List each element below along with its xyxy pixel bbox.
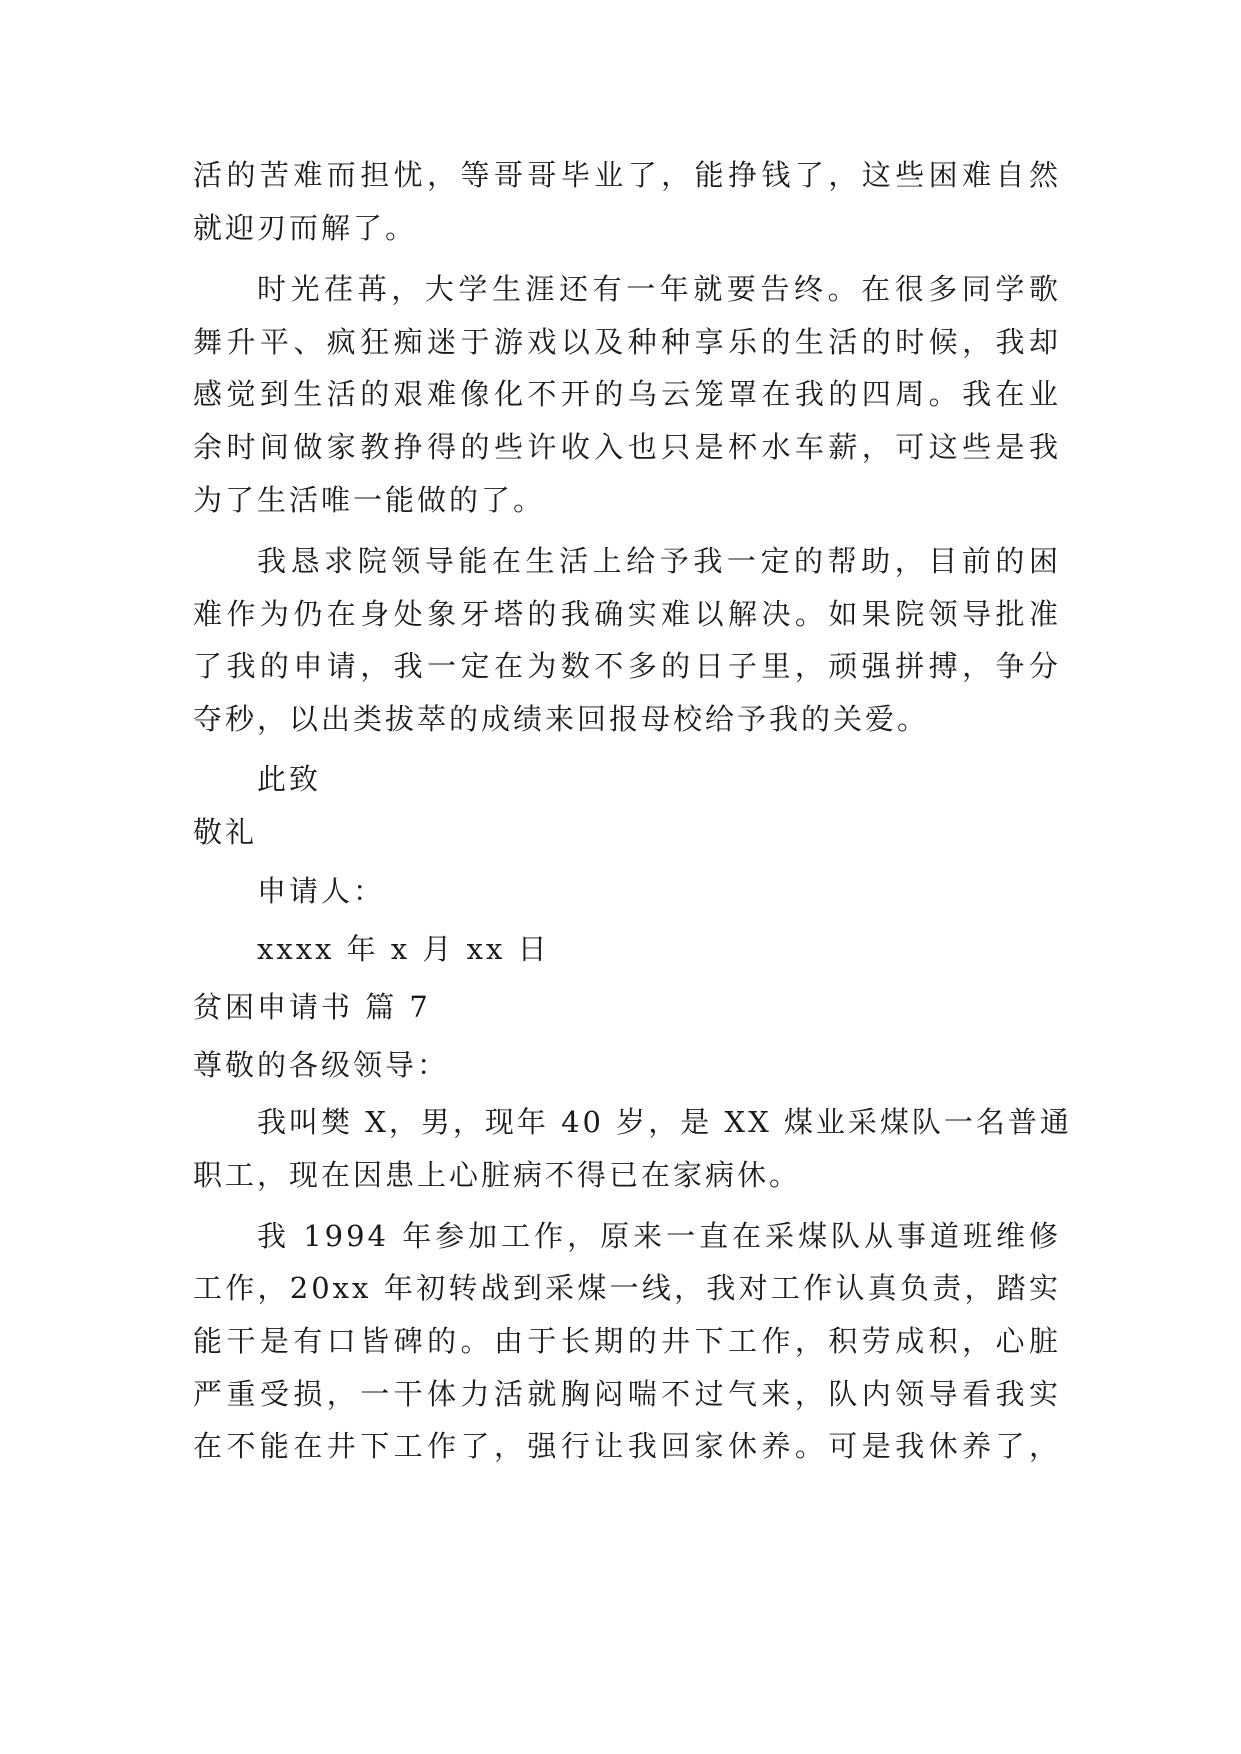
text-line-22: 能干是有口皆碑的。由于长期的井下工作，积劳成积，心脏 <box>193 1324 1061 1358</box>
closing-salutation: 此致 <box>257 762 322 796</box>
text-line-2: 就迎刃而解了。 <box>193 211 418 245</box>
text-line-4: 舞升平、疯狂痴迷于游戏以及种种享乐的生活的时候，我却 <box>193 325 1061 359</box>
date-line: xxxx 年 x 月 xx 日 <box>257 932 550 966</box>
text-line-19: 职工，现在因患上心脏病不得已在家病休。 <box>193 1158 802 1192</box>
section-title: 贫困申请书 篇 7 <box>193 990 431 1024</box>
text-line-20: 我 1994 年参加工作，原来一直在采煤队从事道班维修 <box>257 1219 1061 1253</box>
text-line-11: 夺秒，以出类拔萃的成绩来回报母校给予我的关爱。 <box>193 702 930 736</box>
text-line-21: 工作，20xx 年初转战到采煤一线，我对工作认真负责，踏实 <box>193 1271 1061 1305</box>
applicant-label: 申请人： <box>257 874 386 908</box>
text-line-18: 我叫樊 X，男，现年 40 岁，是 XX 煤业采煤队一名普通 <box>257 1105 1072 1139</box>
text-line-23: 严重受损，一干体力活就胸闷喘不过气来，队内领导看我实 <box>193 1377 1061 1411</box>
text-line-7: 为了生活唯一能做的了。 <box>193 483 546 517</box>
text-line-6: 余时间做家教挣得的些许收入也只是杯水车薪，可这些是我 <box>193 430 1061 464</box>
closing-regards: 敬礼 <box>193 815 258 849</box>
greeting-line: 尊敬的各级领导： <box>193 1048 450 1082</box>
text-line-10: 了我的申请，我一定在为数不多的日子里，顽强拼搏，争分 <box>193 649 1061 683</box>
text-line-24: 在不能在井下工作了，强行让我回家休养。可是我休养了， <box>193 1429 1061 1463</box>
text-line-3: 时光荏苒，大学生涯还有一年就要告终。在很多同学歌 <box>257 272 1061 306</box>
text-line-8: 我恳求院领导能在生活上给予我一定的帮助，目前的困 <box>257 544 1061 578</box>
text-line-5: 感觉到生活的艰难像化不开的乌云笼罩在我的四周。我在业 <box>193 377 1061 411</box>
text-line-9: 难作为仍在身处象牙塔的我确实难以解决。如果院领导批准 <box>193 597 1061 631</box>
text-line-1: 活的苦难而担忧，等哥哥毕业了，能挣钱了，这些困难自然 <box>193 158 1061 192</box>
